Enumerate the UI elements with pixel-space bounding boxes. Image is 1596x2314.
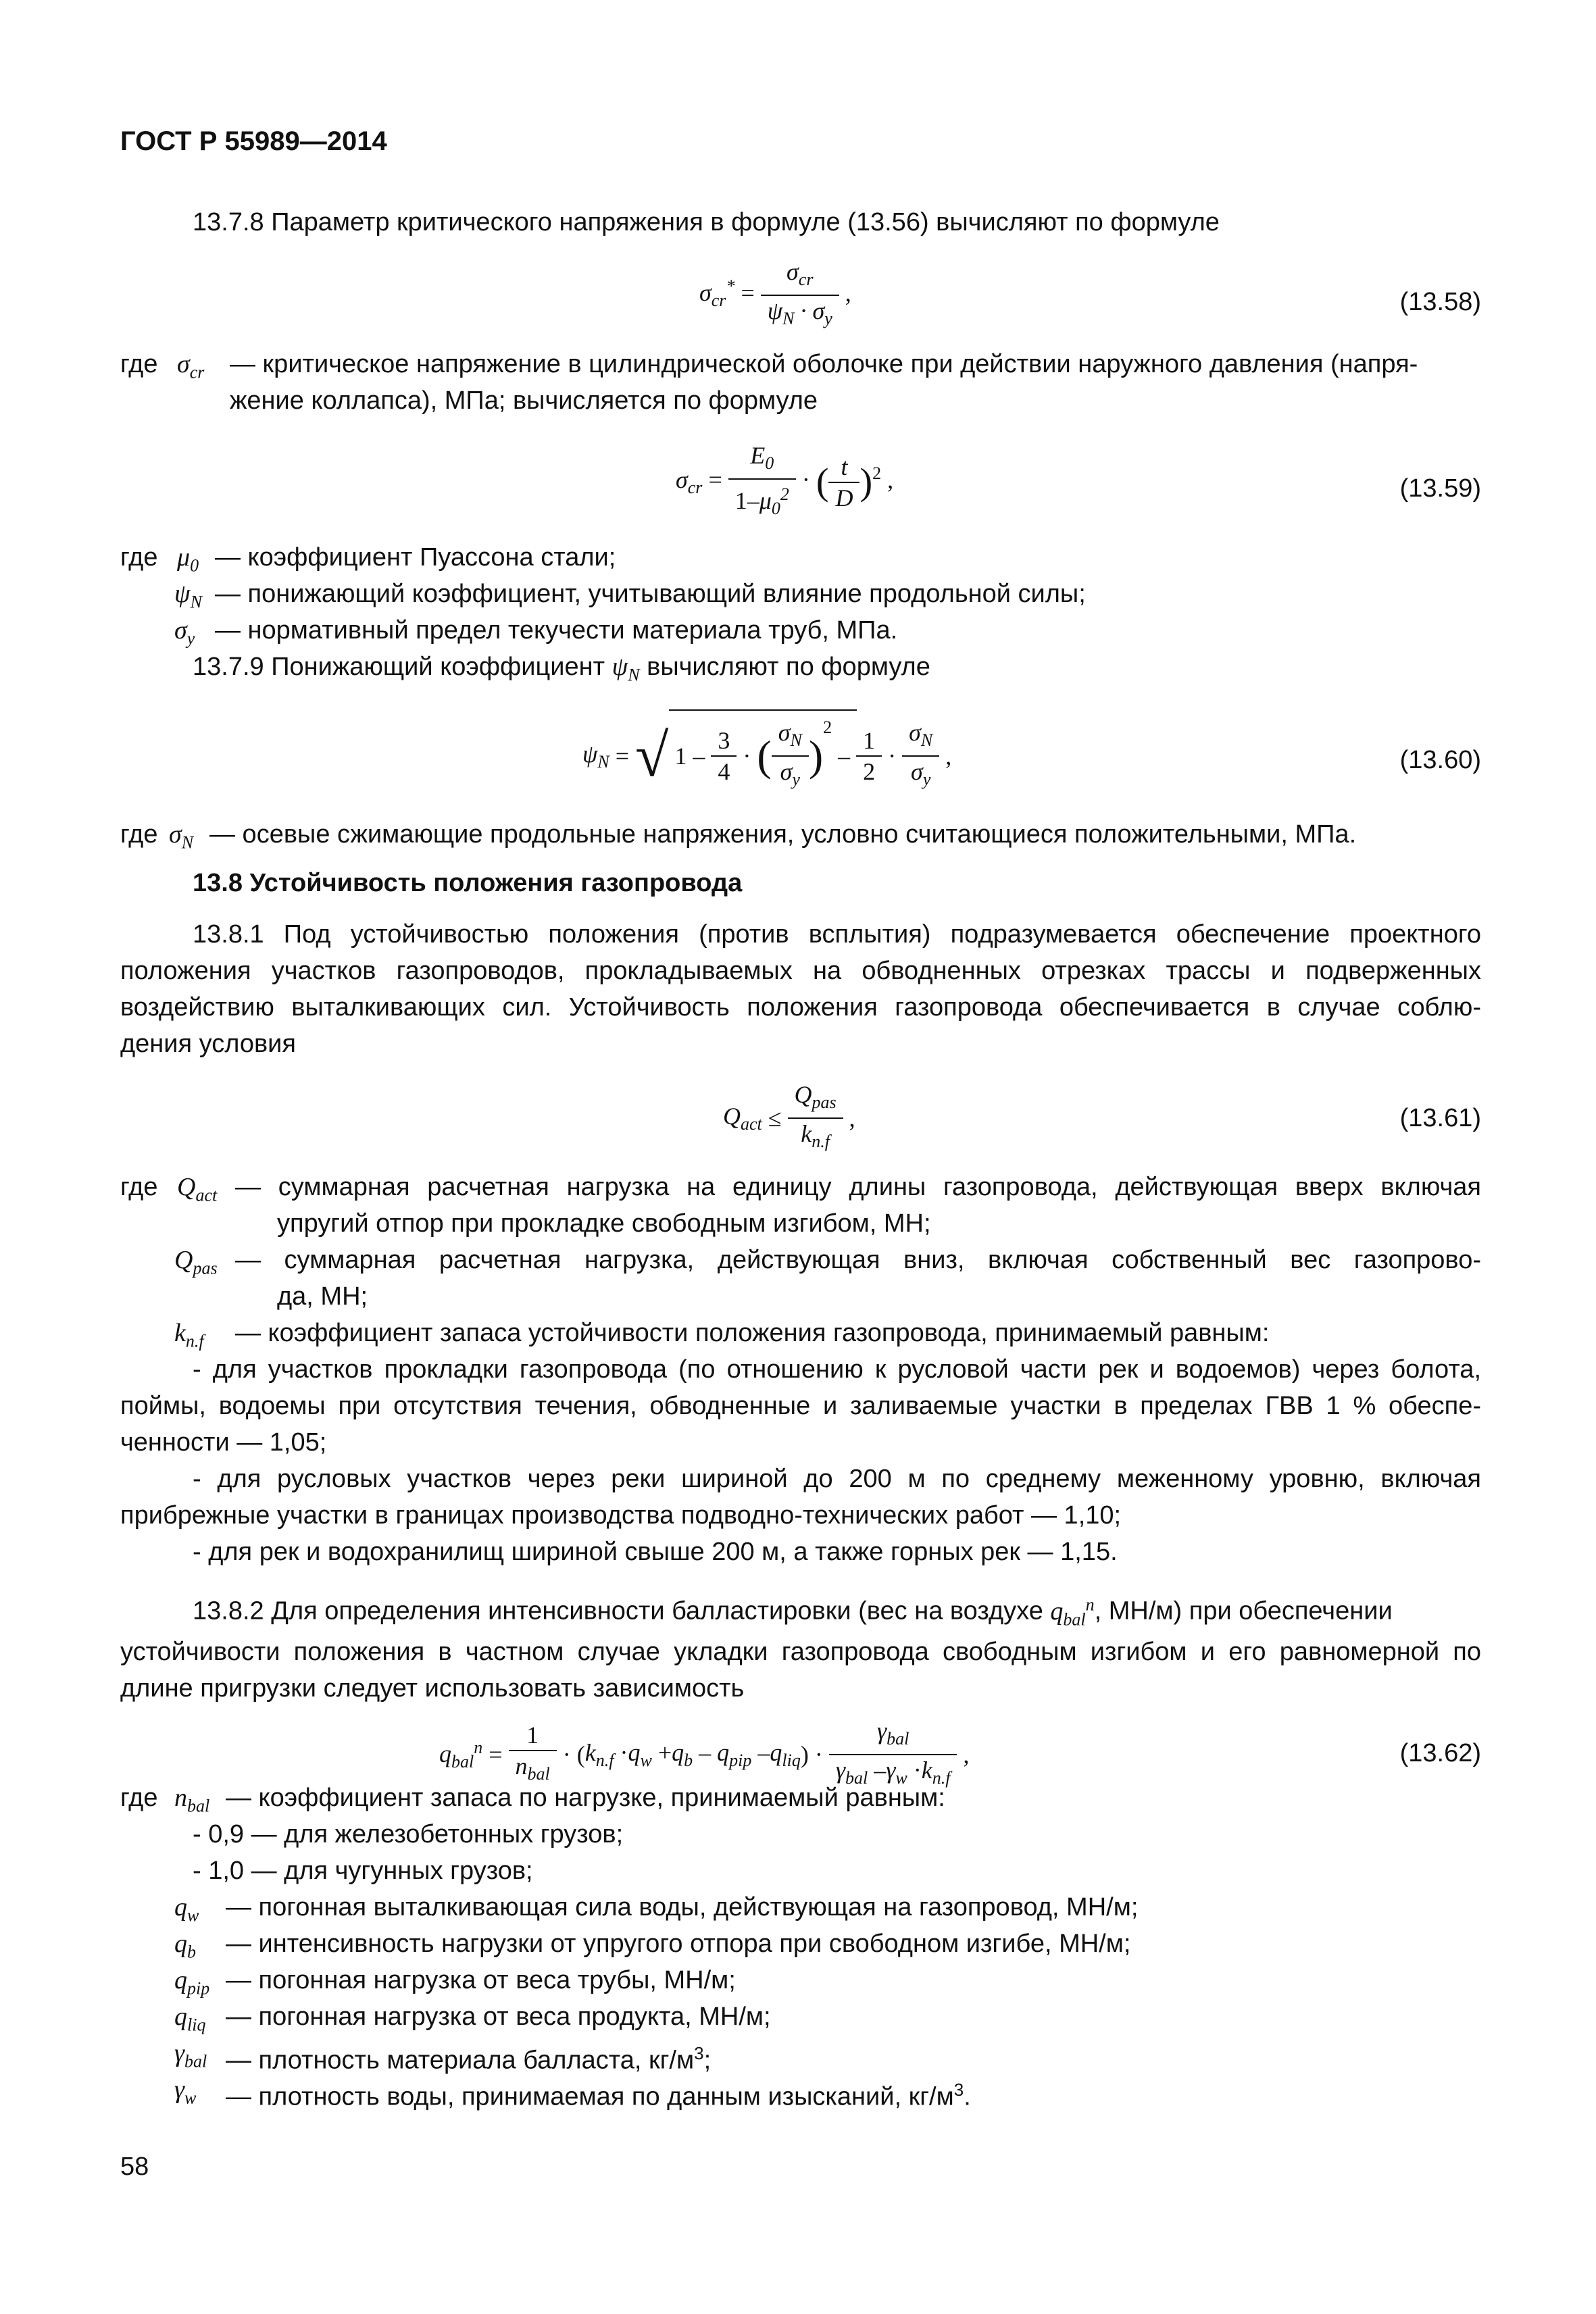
definition-gamma-w: — плотность воды, принимаемая по данным изысканий, $кг/м^3$. xyxy=(226,2080,971,2111)
definition-gamma-w-text: — плотность воды, принимаемая по данным изысканий, кг/м xyxy=(226,2082,954,2111)
equation-13-60: $\psi_N$ = √ 1 – $\frac{3}{4}$ · ( $\frac{\sigma_N}{\sigma_y}$ )$^2$ – $\frac{1}{2}$ · $\frac{\sigma_N}{\sigma_y}$ , xyxy=(582,718,952,790)
definition-sigma-cr-line2: жение коллапса), МПа; вычисляется по формуле xyxy=(230,386,818,415)
where-label: где xyxy=(120,820,158,849)
definition-sigma-n: — осевые сжимающие продольные напряжения, условно считающиеся положительными, МПа. xyxy=(209,820,1357,849)
where-label: где xyxy=(120,1173,158,1201)
document-code: ГОСТ Р 55989—2014 xyxy=(120,126,387,156)
definition-psi-n: — понижающий коэффициент, учитывающий влияние продольной силы; xyxy=(215,580,1086,608)
equation-13-62: $q_{bal}^n$ = $\frac{1}{n_{bal}}$ · ($k_{n.f} \cdot q_w +q_b - q_{pip}$ $-q_{liq}$) · $\frac{\gamma_{bal}}{\gamma_{bal} -\gamma_w \cdot k_{n.f}}$ , xyxy=(439,1717,970,1788)
paragraph-13-8-2-line3: длине пригрузки следует использовать зависимость xyxy=(120,1674,745,1703)
symbol-sigma-y: $\sigma_y$ xyxy=(174,616,195,649)
paragraph-13-7-9-end: вычисляют по формуле xyxy=(647,653,930,681)
sqrt-overbar xyxy=(669,709,857,711)
symbol-k-nf: $k_{n.f}$ xyxy=(174,1319,204,1351)
definition-q-b: — интенсивность нагрузки от упругого отпора при свободном изгибе, МН/м; xyxy=(226,1930,1131,1958)
equation-number-13-61: (13.61) xyxy=(1399,1104,1481,1132)
symbol-q-act: $Q_{act}$ xyxy=(177,1173,218,1205)
definition-k-nf: — коэффициент запаса устойчивости положения газопровода, принимаемый равным: xyxy=(235,1319,1270,1347)
symbol-n-bal: $n_{bal}$ xyxy=(174,1784,210,1816)
definition-mu0: — коэффициент Пуассона стали; xyxy=(215,543,616,572)
bullet-1-line2: поймы, водоемы при отсутствия течения, обводненные и заливаемые участки в пределах ГВВ 1 % обеспе- xyxy=(120,1392,1481,1420)
symbol-q-w: $q_w$ xyxy=(174,1893,199,1926)
paragraph-13-8-2-line1-end: , МН/м) при обеспечении xyxy=(1094,1596,1393,1626)
bullet-1-line1: - для участков прокладки газопровода (по отношению к русловой части рек и водоемов) через болота, xyxy=(193,1355,1481,1384)
bullet-3: - для рек и водохранилищ шириной свыше 200 м, а также горных рек — 1,15. xyxy=(193,1538,1118,1566)
definition-q-pip: — погонная нагрузка от веса трубы, МН/м; xyxy=(226,1966,736,1994)
where-label: где xyxy=(120,1784,158,1812)
section-heading-13-8: 13.8 Устойчивость положения газопровода xyxy=(193,869,743,897)
symbol-gamma-w: $\gamma_w$ xyxy=(174,2076,197,2108)
definition-gamma-bal: — плотность материала балласта, $кг/м^3$; xyxy=(226,2043,712,2075)
paragraph-13-8-2-line2: устойчивости положения в частном случае укладки газопровода свободным изгибом и его равномерной по xyxy=(120,1638,1481,1666)
definition-q-pas-line1: — суммарная расчетная нагрузка, действующая вниз, включая собственный вес газопрово- xyxy=(235,1246,1481,1274)
paragraph-13-8-1-line1: 13.8.1 Под устойчивостью положения (против всплытия) подразумевается обеспечение проектного xyxy=(193,920,1481,949)
paragraph-13-8-2-line1-start: 13.8.2 Для определения интенсивности балластировки (вес на воздухе xyxy=(193,1596,1043,1626)
bullet-2-line1: - для русловых участков через реки шириной до 200 м по среднему меженному уровню, включая xyxy=(193,1465,1481,1493)
paragraph-13-7-9: 13.7.9 Понижающий коэффициент $\psi_N$ вычисляют по формуле xyxy=(193,653,930,685)
symbol-q-pas: $Q_{pas}$ xyxy=(174,1246,218,1278)
equation-number-13-58: (13.58) xyxy=(1399,288,1481,316)
paragraph-13-8-1-line2: положения участков газопроводов, прокладываемых на обводненных отрезках трассы и подверженных xyxy=(120,957,1481,985)
paragraph-13-7-8: 13.7.8 Параметр критического напряжения в формуле (13.56) вычисляют по формуле xyxy=(193,208,1220,236)
definition-q-pas-line2: да, МН; xyxy=(277,1282,368,1311)
definition-q-act-line1: — суммарная расчетная нагрузка на единицу длины газопровода, действующая вверх включая xyxy=(235,1173,1481,1201)
definition-q-act-line2: упругий отпор при прокладке свободным изгибом, МН; xyxy=(277,1209,931,1238)
symbol-q-b: $q_b$ xyxy=(174,1930,196,1962)
paragraph-13-8-1-line3: воздействию выталкивающих сил. Устойчивость положения газопровода обеспечивается в случае соблю- xyxy=(120,993,1481,1022)
symbol-psi-n: $\psi_N$ xyxy=(174,580,202,612)
symbol-q-pip: $q_{pip}$ xyxy=(174,1966,210,1998)
definition-q-w: — погонная выталкивающая сила воды, действующая на газопровод, МН/м; xyxy=(226,1893,1139,1921)
definition-sigma-cr-line1: — критическое напряжение в цилиндрической оболочке при действии наружного давления (напря- xyxy=(230,350,1418,378)
equation-number-13-59: (13.59) xyxy=(1399,474,1481,503)
equation-13-61: $Q_{act}$ ≤ $\frac{Q_{pas}}{k_{n.f}}$ , xyxy=(723,1081,855,1152)
where-label: где xyxy=(120,350,158,378)
definition-q-liq: — погонная нагрузка от веса продукта, МН/м; xyxy=(226,2003,771,2031)
page-number: 58 xyxy=(120,2153,149,2181)
equation-number-13-60: (13.60) xyxy=(1399,746,1481,774)
paragraph-13-7-9-start: 13.7.9 Понижающий коэффициент xyxy=(193,653,605,681)
definition-sigma-y: — нормативный предел текучести материала труб, МПа. xyxy=(215,616,898,645)
symbol-mu0: $\mu_0$ xyxy=(177,543,199,576)
equation-13-59: $\sigma_{cr}$ = $\frac{E_0}{1-\mu_0^2}$ · ( $\frac{t}{D}$ )$^2$ , xyxy=(676,442,894,519)
definition-n-bal: — коэффициент запаса по нагрузке, принимаемый равным: xyxy=(226,1784,945,1812)
where-label: где xyxy=(120,543,158,572)
paragraph-13-8-2-line1: 13.8.2 Для определения интенсивности балластировки (вес на воздухе $q_{bal}^n$, МН/м) при обеспечении xyxy=(193,1594,1393,1630)
value-cast-iron: - 1,0 — для чугунных грузов; xyxy=(193,1857,533,1885)
equation-number-13-62: (13.62) xyxy=(1399,1739,1481,1767)
equation-13-58: $\sigma_{cr}^*$ = $\frac{\sigma_{cr}}{\psi_N \cdot \sigma_y}$ , xyxy=(699,258,851,329)
value-reinforced-concrete: - 0,9 — для железобетонных грузов; xyxy=(193,1820,624,1848)
paragraph-13-8-1-line4: дения условия xyxy=(120,1030,296,1058)
symbol-sigma-n: $\sigma_N$ xyxy=(169,820,194,853)
symbol-q-liq: $q_{liq}$ xyxy=(174,2003,206,2035)
symbol-sigma-cr: $\sigma_{cr}$ xyxy=(177,350,205,382)
symbol-gamma-bal: $\gamma_{bal}$ xyxy=(174,2039,207,2071)
bullet-2-line2: прибрежные участки в границах производства подводно-технических работ — 1,10; xyxy=(120,1501,1122,1530)
bullet-1-line3: ченности — 1,05; xyxy=(120,1428,327,1457)
definition-gamma-bal-text: — плотность материала балласта, кг/м xyxy=(226,2046,695,2075)
